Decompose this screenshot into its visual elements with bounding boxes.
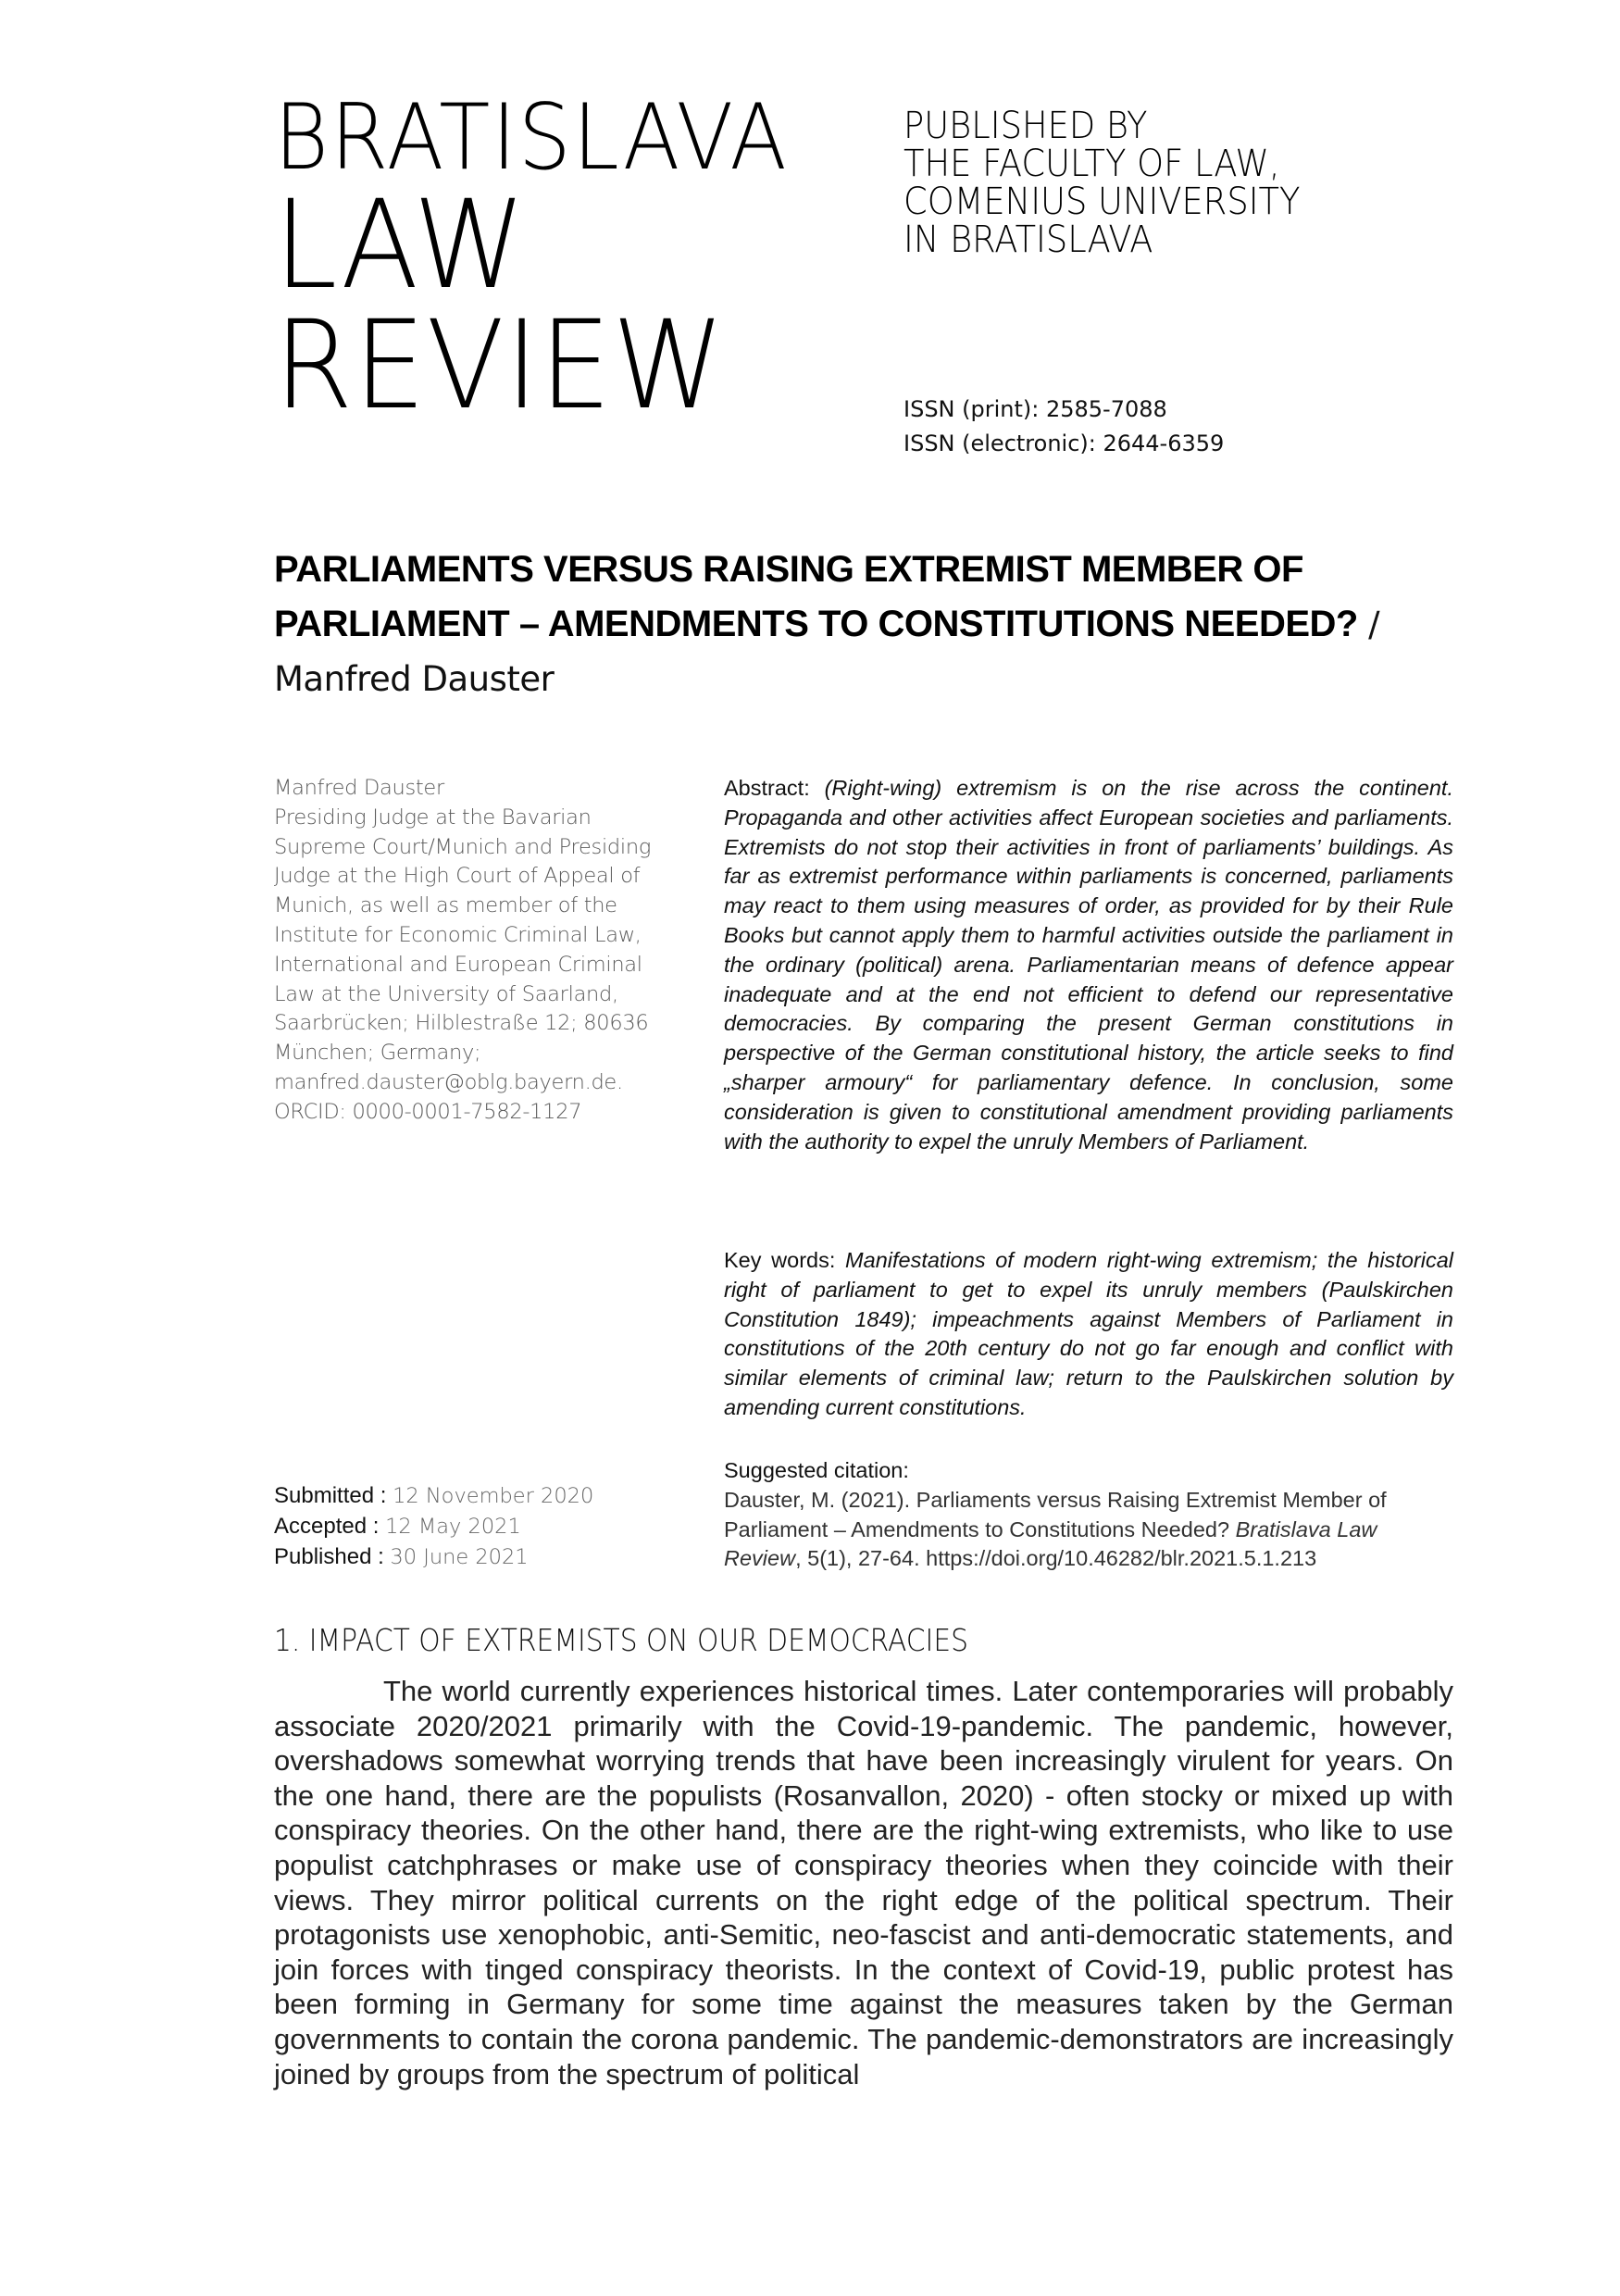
accepted-label: Accepted : (274, 1513, 386, 1539)
issn-electronic: ISSN (electronic): 2644-6359 (903, 430, 1225, 456)
abstract-label: Abstract: (724, 776, 825, 800)
keywords-text: Manifestations of modern right-wing extremism; the historical right of parliament to get to expel its unruly members (Paulskirchen Constitution 1849); impeachments against Members of Parliament in constitutions of the 20th century do not go far enough and conflict with similar elements of criminal law; return to the Paulskirchen solution by amending current constitutions. (724, 1248, 1453, 1419)
author-affiliation (274, 774, 700, 1128)
author-info-line: Munich, as well as member of the (274, 893, 617, 918)
journal-name (274, 85, 833, 437)
author-info-line: München; Germany; (274, 1041, 481, 1066)
journal-name-line2: LAW (274, 174, 527, 317)
journal-name-line1: BRATISLAVA (274, 85, 789, 191)
title-separator: / (1357, 605, 1380, 644)
issn-info (903, 393, 1224, 461)
author-orcid: ORCID: 0000-0001-7582-1127 (274, 1099, 582, 1124)
citation-label: Suggested citation: (724, 1458, 909, 1482)
submitted-value: 12 November 2020 (393, 1484, 594, 1508)
publisher-line: THE FACULTY OF LAW, (903, 143, 1280, 185)
article-title (274, 543, 1477, 706)
keywords (724, 1246, 1453, 1423)
issn-print: ISSN (print): 2585-7088 (903, 396, 1167, 422)
author-info-line: Supreme Court/Munich and Presiding (274, 834, 652, 859)
citation-main: Dauster, M. (2021). Parliaments versus Raising Extremist Member of Parliament – Amendments to Constitutions Needed? (724, 1487, 1387, 1541)
section-paragraph: The world currently experiences historical times. Later contemporaries will probably associate 2020/2021 primarily with the Covid-19-pandemic. The pandemic, however, overshadows somewhat worrying trends that have been increasingly virulent for years. On the one hand, there are the populists (Rosanvallon, 2020) - often stocky or mixed up with conspiracy theories. On the other hand, there are the right-wing extremists, who like to use populist catchphrases or make use of conspiracy theories when they coincide with their views. They mirror political currents on the right edge of the political spectrum. Their protagonists use xenophobic, anti-Semitic, neo-fascist and anti-democratic statements, and join forces with tinged conspiracy theorists. In the context of Covid-19, public protest has been forming in Germany for some time against the measures taken by the German governments to contain the corona pandemic. The pandemic-demonstrators are increasingly joined by groups from the spectrum of political (274, 1675, 1453, 2090)
citation-doi[interactable]: , 5(1), 27-64. https://doi.org/10.46282/blr.2021.5.1.213 (795, 1546, 1317, 1571)
journal-name-line3: REVIEW (274, 294, 726, 437)
section-heading: 1. IMPACT OF EXTREMISTS ON OUR DEMOCRACIES (274, 1622, 968, 1658)
article-title-text: PARLIAMENTS VERSUS RAISING EXTREMIST MEMBER OF PARLIAMENT – AMENDMENTS TO CONSTITUTIONS NEEDED? (274, 549, 1358, 644)
publisher-line: COMENIUS UNIVERSITY (903, 181, 1301, 223)
publisher-line: IN BRATISLAVA (903, 218, 1153, 261)
author-info-line: Institute for Economic Criminal Law, (274, 922, 642, 947)
author-email[interactable]: manfred.dauster@oblg.bayern.de. (274, 1069, 623, 1094)
author-info-line: Manfred Dauster (274, 776, 444, 800)
suggested-citation (724, 1456, 1453, 1574)
abstract-text: (Right-wing) extremism is on the rise across the continent. Propaganda and other activities affect European societies and parliaments. Extremists do not stop their activities in front of parliaments’ buildings. As far as extremist performance within parliaments is concerned, parliaments may react to them using measures of order, as provided for by their Rule Books but cannot apply them to harmful activities outside the parliament in the ordinary (political) arena. Parliamentarian means of defence appear inadequate and at the end not efficient to defend our representative democracies. By comparing the present German constitutions in perspective of the German constitutional history, the article seeks to find „sharper armoury“ for parliamentary defence. In conclusion, some consideration is given to constitutional amendment providing parliaments with the authority to expel the unruly Members of Parliament. (724, 776, 1453, 1154)
article-dates (274, 1481, 593, 1572)
accepted-date (274, 1512, 593, 1542)
published-label: Published : (274, 1543, 391, 1569)
submitted-date (274, 1481, 593, 1512)
author-info-line: Judge at the High Court of Appeal of (274, 864, 641, 889)
author-info-line: International and European Criminal (274, 952, 642, 977)
submitted-label: Submitted : (274, 1483, 393, 1508)
published-date (274, 1542, 593, 1573)
citation-text (724, 1486, 1453, 1574)
author-info-line: Saarbrücken; Hilblestraße 12; 80636 (274, 1011, 649, 1036)
article-author: Manfred Dauster (274, 659, 555, 699)
publisher-info (903, 107, 1301, 259)
published-value: 30 June 2021 (390, 1544, 529, 1569)
keywords-label: Key words: (724, 1248, 846, 1272)
author-info-line: Law at the University of Saarland, (274, 981, 618, 1006)
author-info-line: Presiding Judge at the Bavarian (274, 805, 592, 830)
publisher-line: PUBLISHED BY (903, 105, 1148, 147)
citation-journal: Bratislava Law Review (724, 1516, 1377, 1571)
abstract (724, 774, 1453, 1156)
accepted-value: 12 May 2021 (385, 1514, 521, 1539)
